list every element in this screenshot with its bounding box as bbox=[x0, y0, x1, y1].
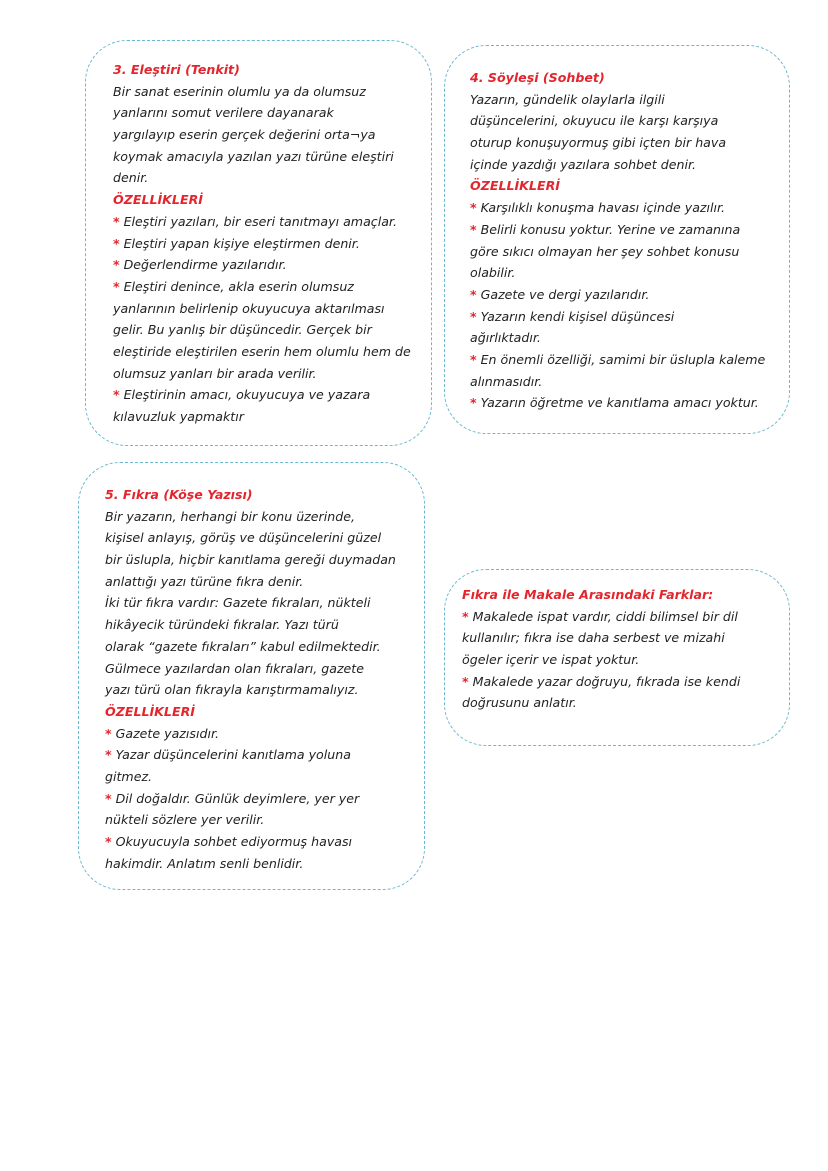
features-heading bbox=[113, 189, 431, 211]
body-text-line bbox=[113, 298, 431, 320]
line-text: Gülmece yazılardan olan fıkraları, gazete bbox=[105, 660, 364, 676]
line-text: Bir yazarın, herhangi bir konu üzerinde, bbox=[105, 508, 355, 524]
section-title bbox=[470, 67, 789, 89]
bullet-item bbox=[470, 349, 789, 371]
asterisk-bullet-icon: * bbox=[105, 834, 112, 849]
line-text: Makalede ispat vardır, ciddi bilimsel bir dil bbox=[472, 608, 738, 624]
asterisk-bullet-icon: * bbox=[462, 608, 469, 624]
line-text: doğrusunu anlatır. bbox=[462, 695, 577, 711]
body-text-line bbox=[470, 89, 789, 111]
body-text-line bbox=[113, 406, 431, 428]
line-text: hakimdir. Anlatım senli benlidir. bbox=[105, 855, 304, 871]
asterisk-bullet-icon: * bbox=[105, 747, 112, 763]
line-text: Belirli konusu yoktur. Yerine ve zamanına bbox=[480, 221, 741, 237]
line-text: 4. Söyleşi (Sohbet) bbox=[470, 70, 605, 85]
bullet-item bbox=[470, 392, 789, 414]
bullet-item bbox=[470, 306, 789, 328]
body-text-line bbox=[113, 167, 431, 189]
line-text: Eleştiri denince, akla eserin olumsuz bbox=[123, 278, 354, 294]
box-elestiri bbox=[85, 40, 432, 446]
asterisk-bullet-icon: * bbox=[113, 278, 120, 294]
line-text: Makalede yazar doğruyu, fıkrada ise kendi bbox=[472, 673, 741, 689]
section-title bbox=[105, 484, 424, 506]
line-text: Yazarın kendi kişisel düşüncesi bbox=[480, 308, 675, 324]
box-fikra bbox=[78, 462, 425, 890]
bullet-item bbox=[105, 723, 424, 745]
line-text: yazı türü olan fıkrayla karıştırmamalıyız. bbox=[105, 682, 359, 698]
line-text: gelir. Bu yanlış bir düşüncedir. Gerçek bir bbox=[113, 322, 372, 338]
bullet-item bbox=[462, 606, 789, 628]
line-text: Gazete ve dergi yazılarıdır. bbox=[480, 286, 650, 302]
body-text-line bbox=[113, 146, 431, 168]
section-title bbox=[462, 584, 789, 606]
line-text: düşüncelerini, okuyucu ile karşı karşıya bbox=[470, 113, 719, 129]
asterisk-bullet-icon: * bbox=[113, 213, 120, 229]
line-text: göre sıkıcı olmayan her şey sohbet konusu bbox=[470, 243, 740, 259]
line-text: olumsuz yanları bir arada verilir. bbox=[113, 365, 317, 381]
body-text-line bbox=[470, 262, 789, 284]
bullet-item bbox=[105, 744, 424, 766]
line-text: yanlarının belirlenip okuyucuya aktarılması bbox=[113, 300, 385, 316]
bullet-item bbox=[462, 671, 789, 693]
line-text: Yazarın, gündelik olaylarla ilgili bbox=[470, 91, 665, 107]
bullet-item bbox=[105, 788, 424, 810]
asterisk-bullet-icon: * bbox=[470, 351, 477, 367]
line-text: yargılayıp eserin gerçek değerini orta¬ya bbox=[113, 127, 376, 143]
asterisk-bullet-icon: * bbox=[470, 286, 477, 302]
section-title bbox=[113, 59, 431, 81]
body-text-line bbox=[105, 766, 424, 788]
features-heading bbox=[105, 701, 424, 723]
line-text: ÖZELLİKLERİ bbox=[470, 178, 560, 194]
body-text-line bbox=[462, 649, 789, 671]
bullet-item bbox=[113, 254, 431, 276]
body-text-line bbox=[113, 102, 431, 124]
body-text-line bbox=[113, 81, 431, 103]
asterisk-bullet-icon: * bbox=[105, 725, 112, 741]
box-fikra-makale-farklar bbox=[444, 569, 790, 746]
asterisk-bullet-icon: * bbox=[113, 387, 120, 403]
line-text: kullanılır; fıkra ise daha serbest ve mizahi bbox=[462, 630, 725, 646]
body-text-line bbox=[470, 241, 789, 263]
asterisk-bullet-icon: * bbox=[113, 257, 120, 273]
asterisk-bullet-icon: * bbox=[470, 308, 477, 324]
body-text-line bbox=[470, 132, 789, 154]
bullet-item bbox=[105, 831, 424, 853]
body-text-line bbox=[105, 592, 424, 614]
line-text: gitmez. bbox=[105, 768, 153, 784]
line-text: En önemli özelliği, samimi bir üslupla kaleme bbox=[480, 351, 766, 367]
line-text: alınmasıdır. bbox=[470, 373, 543, 389]
line-text: Gazete yazısıdır. bbox=[115, 725, 219, 741]
body-text-line bbox=[462, 692, 789, 714]
bullet-item bbox=[470, 197, 789, 219]
body-text-line bbox=[470, 371, 789, 393]
body-text-line bbox=[462, 627, 789, 649]
line-text: olarak “gazete fıkraları” kabul edilmektedir. bbox=[105, 638, 381, 654]
bullet-item bbox=[470, 219, 789, 241]
body-text-line bbox=[105, 853, 424, 875]
body-text-line bbox=[105, 506, 424, 528]
line-text: Eleştirinin amacı, okuyucuya ve yazara bbox=[123, 387, 371, 403]
line-text: denir. bbox=[113, 170, 149, 186]
line-text: kişisel anlayış, görüş ve düşüncelerini güzel bbox=[105, 530, 382, 546]
body-text-line bbox=[113, 363, 431, 385]
line-text: koymak amacıyla yazılan yazı türüne eleştiri bbox=[113, 148, 394, 164]
line-text: eleştiride eleştirilen eserin hem olumlu hem de bbox=[113, 343, 411, 359]
asterisk-bullet-icon: * bbox=[105, 790, 112, 806]
line-text: Bir sanat eserinin olumlu ya da olumsuz bbox=[113, 83, 366, 99]
body-text-line bbox=[105, 527, 424, 549]
bullet-item bbox=[113, 211, 431, 233]
bullet-item bbox=[470, 284, 789, 306]
line-text: Dil doğaldır. Günlük deyimlere, yer yer bbox=[115, 790, 360, 806]
line-text: nükteli sözlere yer verilir. bbox=[105, 812, 265, 828]
asterisk-bullet-icon: * bbox=[113, 235, 120, 251]
asterisk-bullet-icon: * bbox=[470, 221, 477, 237]
line-text: 3. Eleştiri (Tenkit) bbox=[113, 62, 240, 77]
line-text: anlattığı yazı türüne fıkra denir. bbox=[105, 573, 304, 589]
body-text-line bbox=[105, 679, 424, 701]
asterisk-bullet-icon: * bbox=[470, 395, 477, 411]
line-text: Yazarın öğretme ve kanıtlama amacı yoktur. bbox=[480, 395, 759, 411]
line-text: 5. Fıkra (Köşe Yazısı) bbox=[105, 487, 253, 502]
body-text-line bbox=[105, 571, 424, 593]
line-text: Değerlendirme yazılarıdır. bbox=[123, 257, 287, 273]
asterisk-bullet-icon: * bbox=[470, 200, 477, 216]
line-text: kılavuzluk yapmaktır bbox=[113, 409, 244, 424]
body-text-line bbox=[105, 549, 424, 571]
body-text-line bbox=[105, 809, 424, 831]
body-text-line bbox=[113, 341, 431, 363]
line-text: ÖZELLİKLERİ bbox=[105, 703, 195, 719]
line-text: yanlarını somut verilere dayanarak bbox=[113, 105, 334, 121]
body-text-line bbox=[105, 636, 424, 658]
line-text: Fıkra ile Makale Arasındaki Farklar: bbox=[462, 587, 714, 602]
body-text-line bbox=[113, 319, 431, 341]
features-heading bbox=[470, 175, 789, 197]
line-text: oturup konuşuyormuş gibi içten bir hava bbox=[470, 135, 727, 151]
line-text: İki tür fıkra vardır: Gazete fıkraları, nükteli bbox=[105, 595, 371, 611]
line-text: ağırlıktadır. bbox=[470, 330, 541, 346]
line-text: olabilir. bbox=[470, 265, 516, 281]
line-text: Okuyucuyla sohbet ediyormuş havası bbox=[115, 834, 353, 849]
asterisk-bullet-icon: * bbox=[462, 673, 469, 689]
line-text: içinde yazdığı yazılara sohbet denir. bbox=[470, 156, 696, 172]
bullet-item bbox=[113, 233, 431, 255]
line-text: Eleştiri yapan kişiye eleştirmen denir. bbox=[123, 235, 360, 251]
line-text: ögeler içerir ve ispat yoktur. bbox=[462, 652, 640, 668]
body-text-line bbox=[470, 110, 789, 132]
line-text: Yazar düşüncelerini kanıtlama yoluna bbox=[115, 747, 351, 763]
line-text: ÖZELLİKLERİ bbox=[113, 192, 203, 208]
line-text: Eleştiri yazıları, bir eseri tanıtmayı amaçlar. bbox=[123, 213, 397, 229]
body-text-line bbox=[113, 124, 431, 146]
body-text-line bbox=[470, 154, 789, 176]
line-text: Karşılıklı konuşma havası içinde yazılır. bbox=[480, 200, 726, 216]
body-text-line bbox=[470, 327, 789, 349]
line-text: bir üslupla, hiçbir kanıtlama gereği duymadan bbox=[105, 552, 396, 568]
body-text-line bbox=[105, 658, 424, 680]
bullet-item bbox=[113, 276, 431, 298]
box-soylesi bbox=[444, 45, 790, 434]
bullet-item bbox=[113, 384, 431, 406]
line-text: hikâyecik türündeki fıkralar. Yazı türü bbox=[105, 617, 339, 633]
body-text-line bbox=[105, 614, 424, 636]
